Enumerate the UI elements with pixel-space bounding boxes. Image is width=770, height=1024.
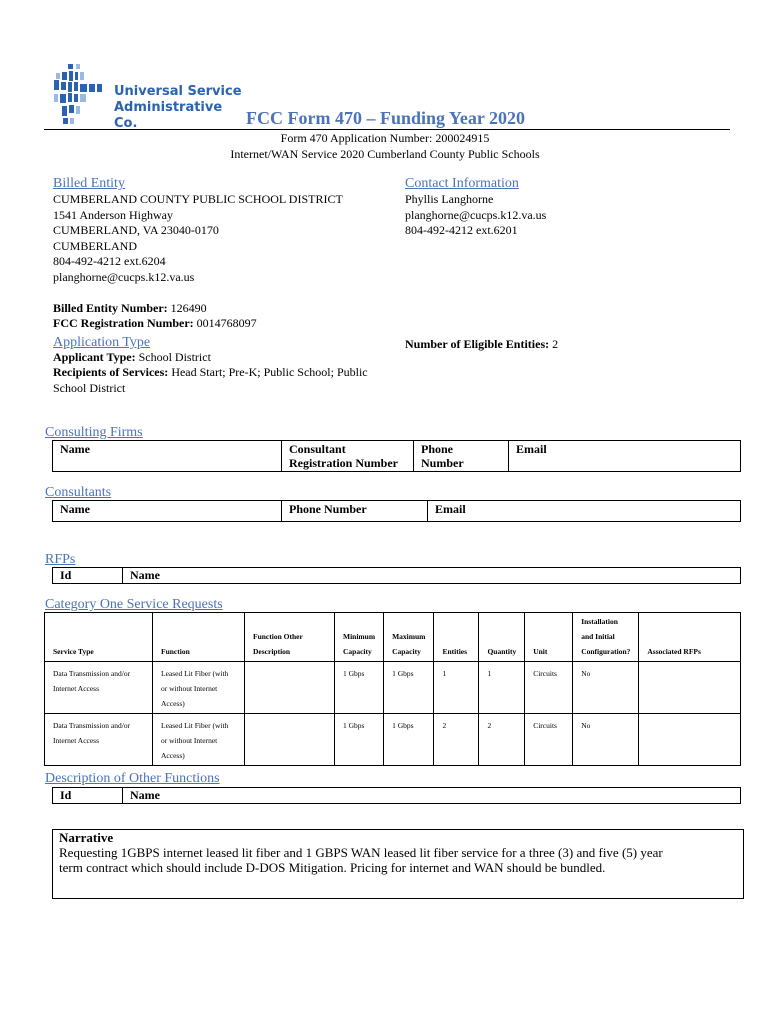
cell-maximum-capacity: 1 Gbps — [384, 662, 434, 714]
consulting-firms-heading: Consulting Firms — [45, 425, 143, 440]
narrative-label: Narrative — [59, 830, 114, 845]
cell-associated-rfps — [639, 714, 741, 766]
cell-installation: No — [573, 714, 639, 766]
cell-service-type: Data Transmission and/or Internet Access — [45, 662, 153, 714]
table-row — [45, 714, 741, 766]
column-header-phone-number: Phone Number — [282, 501, 428, 522]
cell-quantity: 1 — [479, 662, 525, 714]
billed-entity-line: 1541 Anderson Highway — [53, 207, 173, 222]
application-number: Form 470 Application Number: 200024915 — [280, 131, 490, 145]
cell-installation: No — [573, 662, 639, 714]
table-header-row — [45, 613, 741, 662]
column-header-id: Id — [53, 568, 123, 584]
cell-quantity: 2 — [479, 714, 525, 766]
billed-entity-block — [53, 192, 343, 285]
cell-unit: Circuits — [525, 714, 573, 766]
column-header-name: Name — [53, 501, 282, 522]
consultants-heading: Consultants — [45, 485, 112, 500]
other-functions-table — [52, 787, 741, 804]
contact-heading: Contact Information — [405, 176, 519, 191]
column-header-consultant: Consultant Registration Number — [282, 441, 414, 472]
applicant-type — [53, 350, 211, 366]
cell-function-other — [245, 714, 335, 766]
cell-function: Leased Lit Fiber (with or without Internet Access) — [153, 714, 245, 766]
consulting-firms-table — [52, 440, 741, 472]
fcc-registration-label: FCC Registration Number: — [53, 316, 194, 330]
column-header-email: Email — [428, 501, 741, 522]
table-row — [45, 662, 741, 714]
billed-entity-line: CUMBERLAND, VA 23040-0170 — [53, 223, 219, 237]
billed-entity-line: 804-492-4212 ext.6204 — [53, 254, 166, 268]
other-functions-heading: Description of Other Functions — [45, 771, 220, 786]
rfps-heading: RFPs — [45, 552, 76, 567]
column-header-id: Id — [53, 788, 123, 804]
category-one-table — [44, 612, 741, 766]
billed-entity-line: CUMBERLAND — [53, 238, 138, 253]
column-header-installation: Installation and Initial Configuration? — [573, 613, 639, 662]
column-header-name: Name — [53, 441, 282, 472]
cell-minimum-capacity: 1 Gbps — [335, 662, 384, 714]
cell-maximum-capacity: 1 Gbps — [384, 714, 434, 766]
category-one-heading: Category One Service Requests — [45, 597, 223, 612]
cell-unit: Circuits — [525, 662, 573, 714]
recipients-value-1: Head Start; Pre-K; Public School; Public — [168, 365, 368, 379]
narrative-text-line-2: term contract which should include D-DOS Mitigation. Pricing for internet and WAN should be bundled. — [59, 860, 606, 875]
column-header-email: Email — [509, 441, 741, 472]
fcc-registration-number — [53, 316, 257, 332]
usac-logo-icon — [52, 60, 112, 128]
cell-minimum-capacity: 1 Gbps — [335, 714, 384, 766]
column-header-entities: Entities — [434, 613, 479, 662]
contact-block — [405, 192, 546, 239]
column-header-name: Name — [123, 788, 741, 804]
cell-service-type: Data Transmission and/or Internet Access — [45, 714, 153, 766]
cell-entities: 2 — [434, 714, 479, 766]
eligible-entities-label: Number of Eligible Entities: — [405, 337, 550, 351]
applicant-type-value: School District — [135, 350, 211, 364]
column-header-associated-rfps: Associated RFPs — [639, 613, 741, 662]
contact-line: 804-492-4212 ext.6201 — [405, 223, 518, 237]
logo-line-2: Administrative Co. — [114, 100, 223, 131]
column-header-name: Name — [123, 568, 741, 584]
narrative-box — [52, 829, 744, 899]
column-header-service-type: Service Type — [45, 613, 153, 662]
column-header-maximum-capacity: Maximum Capacity — [384, 613, 434, 662]
cell-function: Leased Lit Fiber (with or without Internet Access) — [153, 662, 245, 714]
narrative-text-line-1: Requesting 1GBPS internet leased lit fiber and 1 GBPS WAN leased lit fiber service for a three (3) and five (5) year — [59, 845, 663, 860]
application-type-heading: Application Type — [53, 335, 151, 350]
recipients-of-services — [53, 365, 393, 396]
billed-entity-number — [53, 301, 207, 317]
billed-entity-heading: Billed Entity — [53, 176, 125, 191]
contact-line: planghorne@cucps.k12.va.us — [405, 207, 547, 222]
billed-entity-number-label: Billed Entity Number: — [53, 301, 168, 315]
billed-entity-number-value: 126490 — [167, 301, 207, 315]
applicant-type-label: Applicant Type: — [53, 350, 136, 364]
recipients-label: Recipients of Services: — [53, 365, 169, 379]
title-rule — [44, 129, 730, 130]
billed-entity-line: planghorne@cucps.k12.va.us — [53, 269, 195, 284]
eligible-entities-value: 2 — [549, 337, 559, 351]
cell-associated-rfps — [639, 662, 741, 714]
usac-logo — [52, 60, 242, 130]
column-header-function-other: Function Other Description — [245, 613, 335, 662]
column-header-minimum-capacity: Minimum Capacity — [335, 613, 384, 662]
rfps-table — [52, 567, 741, 584]
billed-entity-line: CUMBERLAND COUNTY PUBLIC SCHOOL DISTRICT — [53, 192, 343, 206]
cell-entities: 1 — [434, 662, 479, 714]
contact-line: Phyllis Langhorne — [405, 192, 494, 206]
consultants-table — [52, 500, 741, 522]
column-header-function: Function — [153, 613, 245, 662]
fcc-registration-value: 0014768097 — [193, 316, 257, 330]
cell-function-other — [245, 662, 335, 714]
eligible-entities — [405, 337, 558, 353]
column-header-phone: Phone Number — [414, 441, 509, 472]
column-header-unit: Unit — [525, 613, 573, 662]
column-header-quantity: Quantity — [479, 613, 525, 662]
page-title: FCC Form 470 – Funding Year 2020 — [246, 108, 525, 128]
logo-line-1: Universal Service — [114, 84, 242, 99]
recipients-value-2: School District — [53, 380, 126, 395]
subtitle: Internet/WAN Service 2020 Cumberland County Public Schools — [230, 147, 540, 161]
